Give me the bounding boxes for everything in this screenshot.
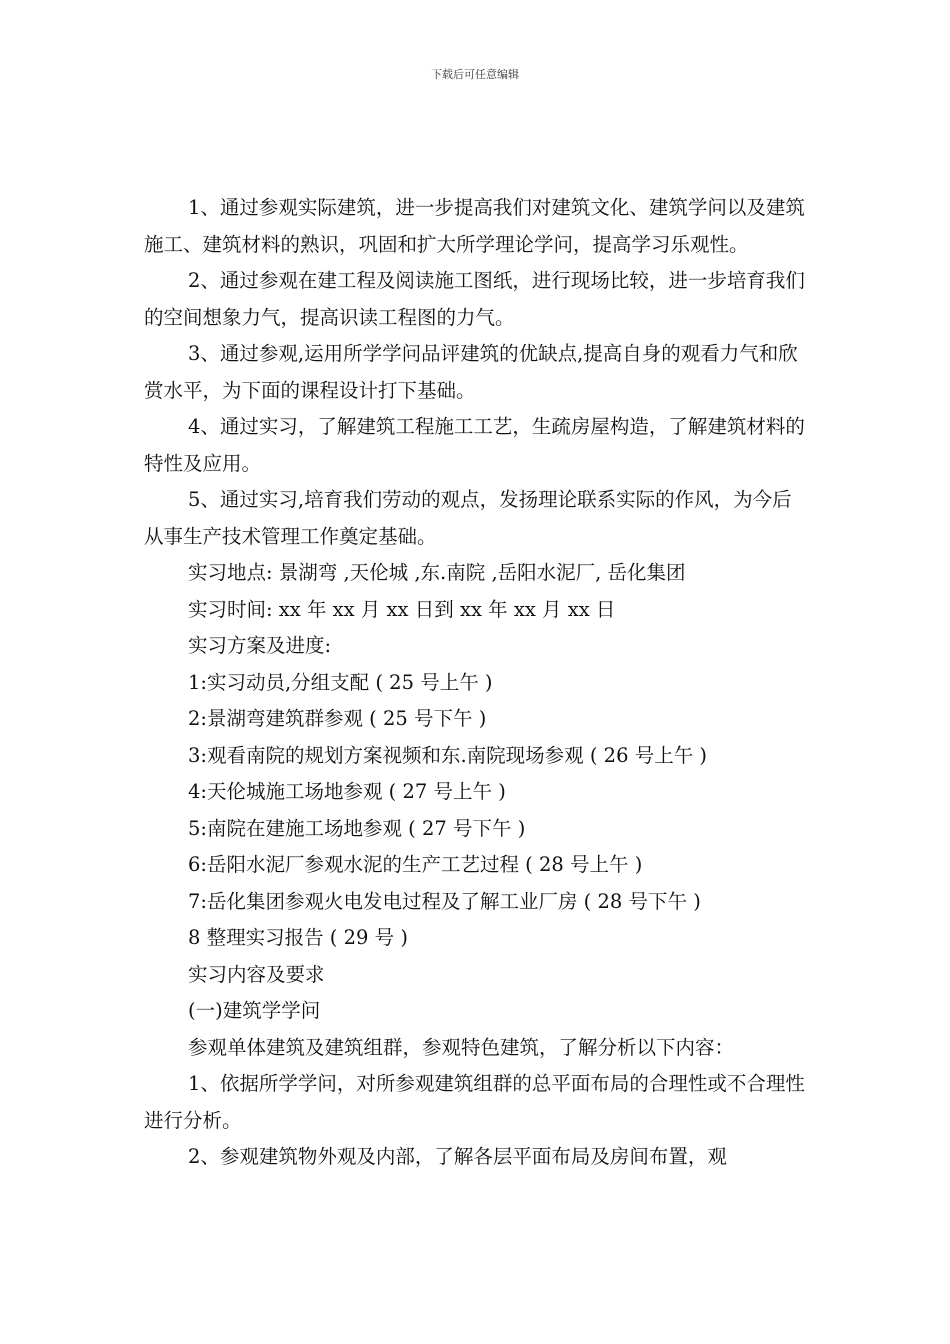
intro-line: 参观单体建筑及建筑组群，参观特色建筑，了解分析以下内容： xyxy=(188,1035,735,1059)
paragraph: 1、通过参观实际建筑，进一步提高我们对建筑文化、建筑学问以及建筑施工、建筑材料的熟识，巩固和扩大所学理论学问，提高学习乐观性。 xyxy=(144,196,805,256)
paragraph: 2、通过参观在建工程及阅读施工图纸，进行现场比较，进一步培育我们的空间想象力气，提高识读工程图的力气。 xyxy=(144,269,805,329)
internship-location: 实习地点: 景湖弯 ,天伦城 ,东.南院 ,岳阳水泥厂, 岳化集团 xyxy=(188,561,686,584)
document-body xyxy=(144,190,808,1176)
paragraph: 3、通过参观,运用所学学问品评建筑的优缺点,提高自身的观看力气和欣赏水平，为下面的课程设计打下基础。 xyxy=(144,342,798,402)
paragraph: 1、依据所学学问，对所参观建筑组群的总平面布局的合理性或不合理性进行分析。 xyxy=(144,1072,805,1132)
paragraph: 4、通过实习，了解建筑工程施工工艺，生疏房屋构造，了解建筑材料的特性及应用。 xyxy=(144,415,805,475)
internship-time: 实习时间: xx 年 xx 月 xx 日到 xx 年 xx 月 xx 日 xyxy=(188,597,616,621)
section-heading: 实习内容及要求 xyxy=(188,962,325,986)
schedule-item: 2:景湖弯建筑群参观 ( 25 号下午 ) xyxy=(188,707,487,730)
schedule-item: 8 整理实习报告 ( 29 号 ) xyxy=(188,926,408,949)
paragraph: 2、参观建筑物外观及内部，了解各层平面布局及房间布置，观 xyxy=(188,1145,727,1168)
schedule-item: 1:实习动员,分组支配 ( 25 号上午 ) xyxy=(188,670,493,694)
schedule-item: 6:岳阳水泥厂参观水泥的生产工艺过程 ( 28 号上午 ) xyxy=(188,853,643,876)
paragraph: 5、通过实习,培育我们劳动的观点，发扬理论联系实际的作风，为今后从事生产技术管理工作奠定基础。 xyxy=(144,488,792,548)
schedule-item: 3:观看南院的规划方案视频和东.南院现场参观 ( 26 号上午 ) xyxy=(188,743,707,767)
subsection-heading: (一)建筑学学问 xyxy=(188,999,321,1022)
schedule-item: 7:岳化集团参观火电发电过程及了解工业厂房 ( 28 号下午 ) xyxy=(188,889,701,913)
page-header: 下载后可任意编辑 xyxy=(431,68,519,81)
schedule-item: 5:南院在建施工场地参观 ( 27 号下午 ) xyxy=(188,816,526,840)
schedule-item: 4:天伦城施工场地参观 ( 27 号上午 ) xyxy=(188,780,506,803)
schedule-heading: 实习方案及进度: xyxy=(188,634,332,657)
